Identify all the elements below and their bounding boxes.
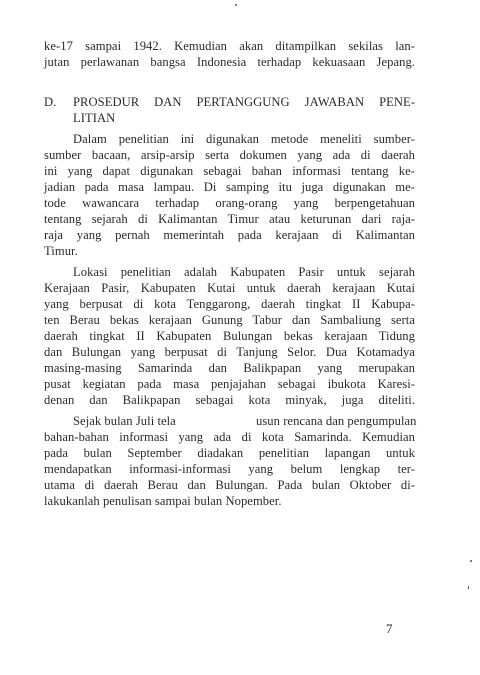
- text-line: Dalam penelitian ini digunakan metode meneliti sumber-: [73, 132, 415, 146]
- section-heading: LITIAN: [73, 111, 116, 125]
- text-line: jadian pada masa lampau. Di samping itu juga digunakan me-: [44, 180, 415, 194]
- text-line: daerah tingkat II Kabupaten Bulungan bekas kerajaan Tidung: [44, 329, 415, 343]
- text-line: ini yang dapat digunakan sebagai bahan informasi tentang ke-: [44, 164, 415, 178]
- text-line: dan Bulungan yang berpusat di Tanjung Selor. Dua Kotamadya: [44, 345, 415, 359]
- text-line: lakukanlah penulisan sampai bulan Nopember.: [44, 494, 282, 508]
- text-line: yang berpusat di kota Tenggarong, daerah tingkat II Kabupa-: [44, 297, 415, 311]
- text-line: pada bulan September diadakan penelitian lapangan untuk: [44, 446, 415, 460]
- section-heading: PROSEDUR DAN PERTANGGUNG JAWABAN PENE-: [73, 95, 415, 109]
- text-line: masing-masing Samarinda dan Balikpapan yang merupakan: [44, 361, 415, 375]
- text-line: pusat kegiatan pada masa penjajahan sebagai ibukota Karesi-: [44, 377, 415, 391]
- text-line: ten Berau bekas kerajaan Gunung Tabur dan Sambaliung serta: [44, 313, 415, 327]
- scan-speck: [235, 4, 237, 6]
- text-line-faded-end: usun rencana dan pengumpulan: [256, 414, 417, 428]
- scan-speck: [470, 560, 472, 562]
- text-line: raja yang pernah memerintah pada kerajaan di Kalimantan: [44, 228, 415, 242]
- section-marker: D.: [44, 95, 57, 109]
- text-line: mendapatkan informasi-informasi yang belum lengkap ter-: [44, 462, 415, 476]
- text-line: sumber bacaan, arsip-arsip serta dokumen yang ada di daerah: [44, 148, 415, 162]
- text-line: ke-17 sampai 1942. Kemudian akan ditampilkan sekilas lan-: [44, 39, 415, 53]
- text-line: tode wawancara terhadap orang-orang yang berpengetahuan: [44, 196, 415, 210]
- text-line: Kerajaan Pasir, Kabupaten Kutai untuk daerah kerajaan Kutai: [44, 281, 415, 295]
- text-line: bahan-bahan informasi yang ada di kota Samarinda. Kemudian: [44, 430, 415, 444]
- page-number: 7: [386, 621, 393, 636]
- text-line: jutan perlawanan bangsa Indonesia terhadap kekuasaan Jepang.: [44, 55, 415, 69]
- text-line: tentang sejarah di Kalimantan Timur atau keturunan dari raja-: [44, 212, 415, 226]
- text-line: Timur.: [44, 244, 78, 258]
- text-line: utama di daerah Berau dan Bulungan. Pada bulan Oktober di-: [44, 478, 415, 492]
- text-line: Lokasi penelitian adalah Kabupaten Pasir untuk sejarah: [73, 265, 415, 279]
- scan-speck: [468, 586, 469, 589]
- text-line: denan dan Balikpapan sebagai kota minyak, juga diteliti.: [44, 393, 415, 407]
- text-line-faded-start: Sejak bulan Juli tela: [73, 414, 176, 428]
